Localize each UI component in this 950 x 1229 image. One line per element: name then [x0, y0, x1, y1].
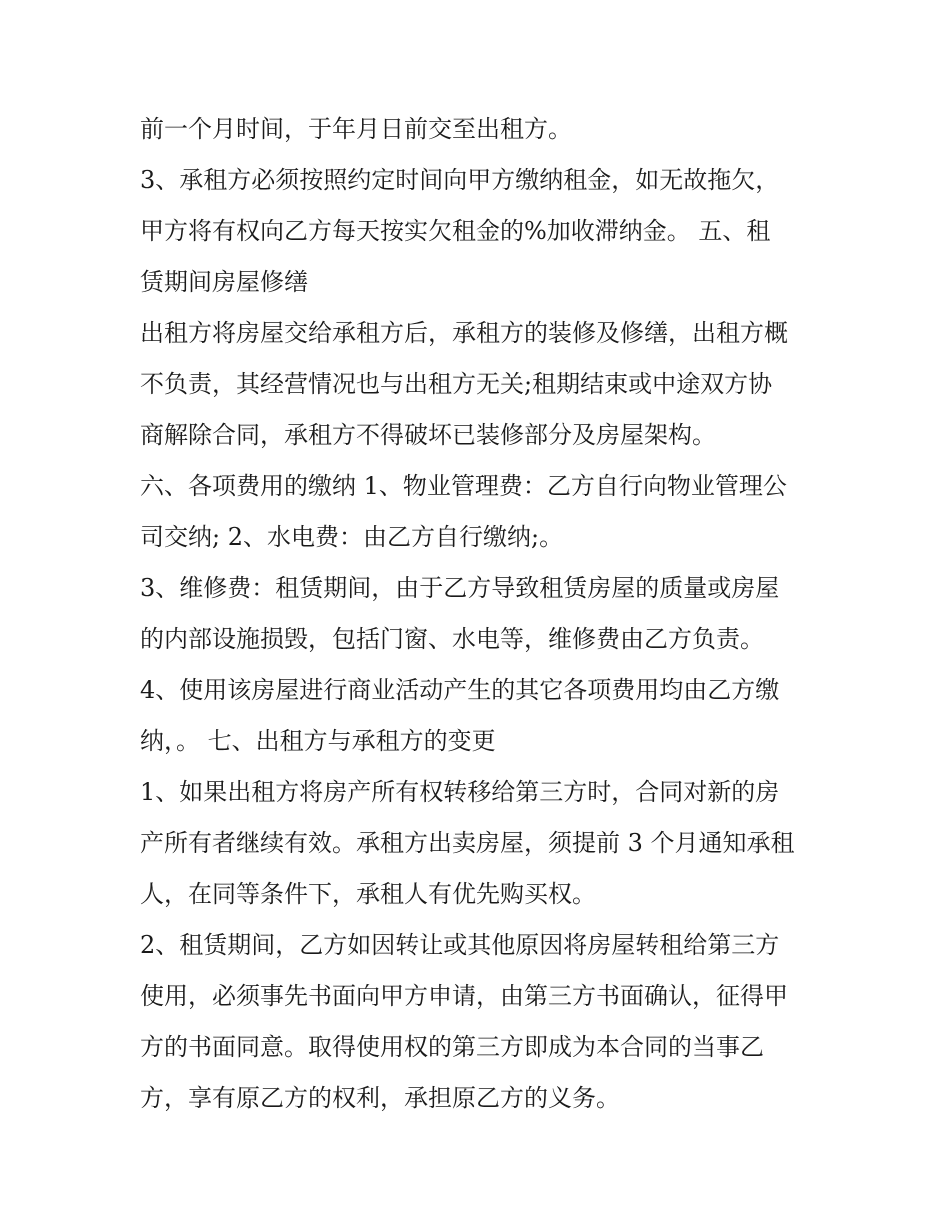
text-line: 使用，必须事先书面向甲方申请，由第三方书面确认，征得甲: [140, 982, 788, 1010]
text-line: 2、租赁期间，乙方如因转让或其他原因将房屋转租给第三方: [140, 931, 780, 959]
text-line: 甲方将有权向乙方每天按实欠租金的%加收滞纳金。 五、租: [140, 217, 771, 245]
text-line: 3、维修费：租赁期间，由于乙方导致租赁房屋的质量或房屋: [140, 574, 780, 602]
text-line: 纳，。 七、出租方与承租方的变更: [140, 727, 496, 755]
text-line: 的内部设施损毁，包括门窗、水电等，维修费由乙方负责。: [140, 625, 764, 653]
text-line: 4、使用该房屋进行商业活动产生的其它各项费用均由乙方缴: [140, 676, 780, 704]
text-line: 赁期间房屋修缮: [140, 268, 308, 296]
text-line: 不负责，其经营情况也与出租方无关;租期结束或中途双方协: [140, 370, 773, 398]
text-line: 产所有者继续有效。承租方出卖房屋，须提前 3 个月通知承租: [140, 829, 795, 857]
text-line: 1、如果出租方将房产所有权转移给第三方时，合同对新的房: [140, 778, 780, 806]
text-line: 3、承租方必须按照约定时间向甲方缴纳租金，如无故拖欠，: [140, 166, 780, 194]
contract-text-block: [140, 104, 830, 1124]
text-line: 司交纳; 2、水电费：由乙方自行缴纳;。: [140, 523, 564, 551]
text-line: 六、各项费用的缴纳 1、物业管理费：乙方自行向物业管理公: [140, 472, 787, 500]
text-line: 方的书面同意。取得使用权的第三方即成为本合同的当事乙: [140, 1033, 764, 1061]
text-line: 商解除合同，承租方不得破坏已装修部分及房屋架构。: [140, 421, 716, 449]
text-line: 前一个月时间，于年月日前交至出租方。: [140, 115, 572, 143]
text-line: 出租方将房屋交给承租方后，承租方的装修及修缮，出租方概: [140, 319, 788, 347]
text-line: 人，在同等条件下，承租人有优先购买权。: [140, 880, 596, 908]
text-line: 方，享有原乙方的权利，承担原乙方的义务。: [140, 1084, 620, 1112]
